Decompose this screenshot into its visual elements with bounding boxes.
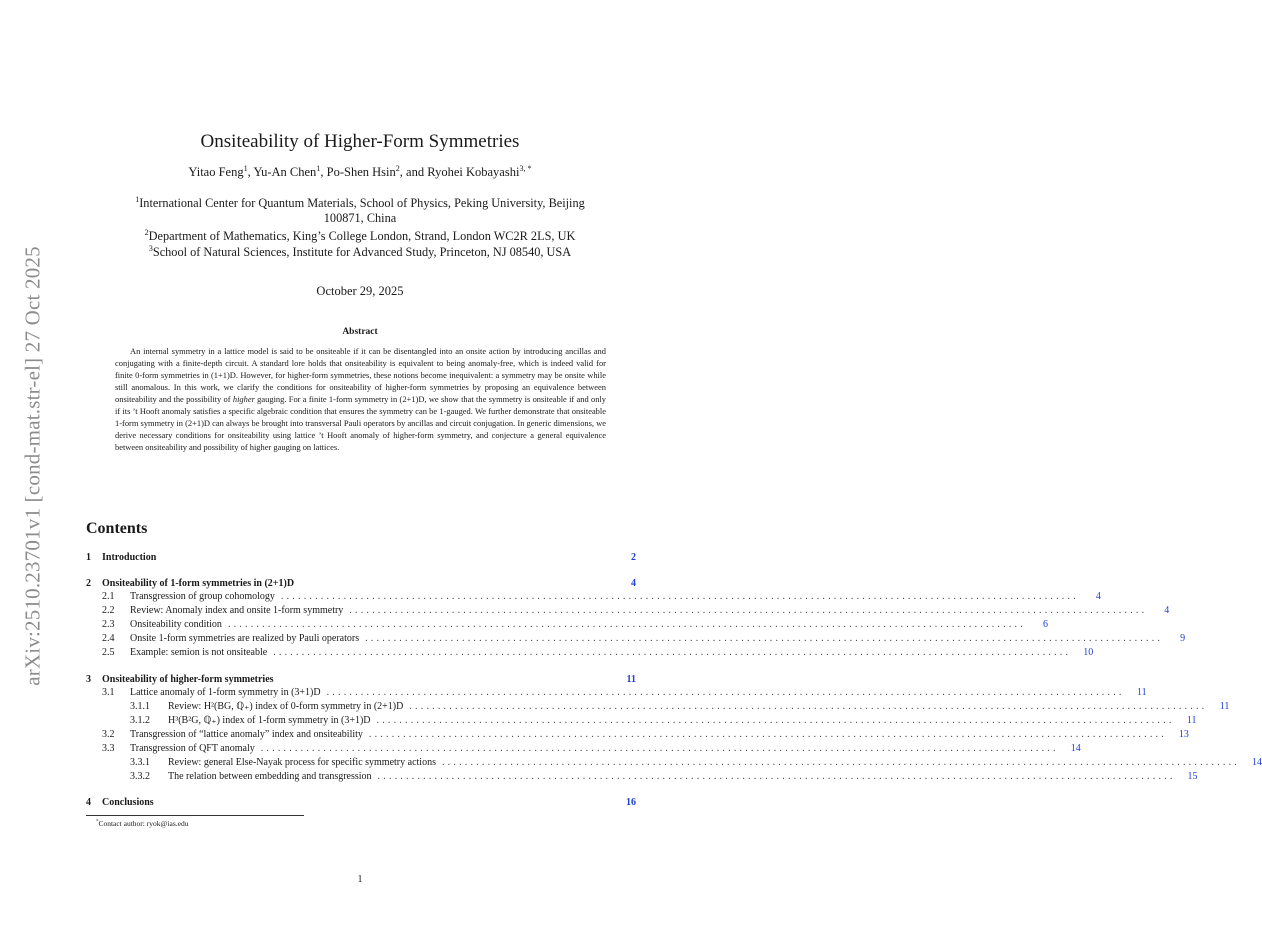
toc-entry[interactable] (86, 605, 1170, 618)
toc-entry-number: 2.3 (102, 619, 115, 630)
toc-entry[interactable] (86, 674, 636, 687)
page-number: 1 (357, 874, 363, 885)
toc-entry-number: 2.4 (102, 633, 115, 644)
author: Po-Shen Hsin (326, 165, 396, 179)
toc-entry[interactable] (86, 578, 636, 591)
toc-entry-number: 3.1.2 (130, 715, 150, 726)
author-affiliation-mark: 3, * (519, 163, 532, 173)
toc-page-link[interactable]: 16 (626, 797, 636, 808)
toc-entry-number: 2 (86, 578, 91, 589)
affiliation-1-cont: 100871, China (323, 211, 397, 225)
toc-page-link[interactable]: 2 (631, 552, 636, 563)
toc-page-link[interactable]: 15 (1187, 771, 1198, 782)
author: Ryohei Kobayashi (427, 165, 520, 179)
affiliation-2: $^2$Department of Mathematics, King’s College London, Strand, London WC2R 2LS, UK (144, 227, 576, 243)
toc-leader-dots: ............................................................................................................................................ (377, 771, 1176, 782)
toc-page-link[interactable]: 4 (1164, 605, 1170, 616)
toc-entry-title: Review: H²(BG, ℚ₊) index of 0-form symmetry in (2+1)D (168, 701, 404, 712)
toc-entry[interactable] (86, 619, 1048, 632)
toc-page-link[interactable]: 10 (1083, 647, 1094, 658)
toc-leader-dots: ............................................................................................................................................ (376, 715, 1175, 726)
toc-entry-title: Introduction (102, 552, 157, 563)
affiliation-1: $^1$International Center for Quantum Materials, School of Physics, Peking University, Beijing (135, 194, 585, 210)
toc-page-link[interactable]: 4 (1095, 591, 1101, 602)
footnote: *Contact author: ryok@ias.edu (96, 819, 189, 828)
toc-entry-title: Example: semion is not onsiteable (130, 647, 268, 658)
toc-entry-number: 3.3.1 (130, 757, 150, 768)
toc-entry-title: Onsiteability of 1-form symmetries in (2+1)D (102, 578, 295, 589)
toc-leader-dots: ............................................................................................................................................ (280, 591, 1079, 602)
toc-entry[interactable] (86, 797, 636, 810)
toc-entry-title: Transgression of QFT anomaly (130, 743, 255, 754)
contents-heading: Contents (86, 520, 148, 537)
toc-page-link[interactable]: 11 (1186, 715, 1197, 726)
toc-page-link[interactable]: 4 (631, 578, 636, 589)
toc-leader-dots: ............................................................................................................................................ (260, 743, 1059, 754)
toc-entry-number: 2.5 (102, 647, 115, 658)
toc-page-link[interactable]: 11 (626, 674, 636, 685)
author-affiliation-mark: 2 (395, 163, 400, 173)
paper-date: October 29, 2025 (316, 284, 404, 298)
toc-entry-title: Transgression of group cohomology (130, 591, 275, 602)
toc-entry-title: H³(B²G, ℚ₊) index of 1-form symmetry in (3+1)D (168, 715, 371, 726)
abstract-body: An internal symmetry in a lattice model is said to be onsiteable if it can be disentangled into an onsite action by introducing ancillas and conjugating with a finite-depth circuit. A standard lore holds that onsiteability is equivalent to being anomaly-free, which is indeed valid for finite 0-form symmetries in (1+1)D. However, for higher-form symmetries, these notions become inequivalent: a symmetry may be onsite while still anomalous. In this work, we clarify the conditions for onsiteability of higher-form symmetries by proposing an equivalence between onsiteability and the possibility of higher gauging. For a finite 1-form symmetry in (2+1)D, we show that the symmetry is onsiteable if and only if its ’t Hooft anomaly satisfies a specific algebraic condition that ensures the symmetry can be 1-gauged. We further demonstrate that onsiteable 1-form symmetry in (2+1)D can always be brought into transversal Pauli operators by ancillas and circuit conjugation. In generic dimensions, we derive necessary conditions for onsiteability using lattice ’t Hooft anomaly of higher-form symmetry, and conjecture a general equivalence between onsiteability and possibility of higher gauging on lattices. (115, 346, 606, 452)
toc-entry[interactable] (86, 771, 1198, 784)
toc-leader-dots: ............................................................................................................................................ (368, 729, 1167, 740)
toc-leader-dots: ............................................................................................................................................ (227, 619, 1026, 630)
toc-entry[interactable] (86, 757, 1262, 770)
author-affiliation-mark: 1 (243, 163, 248, 173)
toc-entry[interactable] (86, 591, 1101, 604)
affiliation-3: $^3$School of Natural Sciences, Institute for Advanced Study, Princeton, NJ 08540, USA (148, 243, 572, 259)
toc-entry-title: Onsiteability condition (130, 619, 222, 630)
paper-title: Onsiteability of Higher-Form Symmetries (200, 131, 520, 152)
toc-entry[interactable] (86, 715, 1197, 728)
toc-page-link[interactable]: 13 (1178, 729, 1189, 740)
toc-entry-title: Transgression of “lattice anomaly” index and onsiteability (130, 729, 363, 740)
toc-entry-number: 1 (86, 552, 91, 563)
toc-entry[interactable] (86, 701, 1230, 714)
author: Yu-An Chen (253, 165, 317, 179)
toc-entry-title: The relation between embedding and transgression (168, 771, 372, 782)
toc-entry-title: Review: general Else-Nayak process for specific symmetry actions (168, 757, 436, 768)
toc-page-link[interactable]: 9 (1180, 633, 1186, 644)
toc-entry-title: Conclusions (102, 797, 154, 808)
toc-leader-dots: ............................................................................................................................................ (326, 687, 1125, 698)
toc-entry-number: 3 (86, 674, 91, 685)
toc-entry-number: 3.2 (102, 729, 115, 740)
toc-page-link[interactable]: 11 (1219, 701, 1230, 712)
toc-entry-number: 4 (86, 797, 91, 808)
toc-leader-dots: ............................................................................................................................................ (273, 647, 1072, 658)
toc-entry[interactable] (86, 743, 1081, 756)
toc-leader-dots: ............................................................................................................................................ (365, 633, 1164, 644)
toc-entry-number: 2.2 (102, 605, 115, 616)
toc-page-link[interactable]: 6 (1042, 619, 1048, 630)
toc-entry-title: Onsite 1-form symmetries are realized by Pauli operators (130, 633, 360, 644)
toc-entry-number: 2.1 (102, 591, 115, 602)
toc-leader-dots: ............................................................................................................................................ (409, 701, 1208, 712)
toc-leader-dots: ............................................................................................................................................ (349, 605, 1148, 616)
toc-page-link[interactable]: 14 (1070, 743, 1081, 754)
arxiv-stamp-text: arXiv:2510.23701v1 [cond-mat.str-el] 27 Oct 2025 (20, 246, 45, 686)
toc-entry-title: Review: Anomaly index and onsite 1-form symmetry (130, 605, 344, 616)
footnote-rule (86, 815, 304, 816)
toc-entry-number: 3.1.1 (130, 701, 150, 712)
toc-entry[interactable] (86, 633, 1186, 646)
toc-entry-title: Lattice anomaly of 1-form symmetry in (3+1)D (130, 687, 321, 698)
author-list: Yitao Feng$^1$, Yu-An Chen$^1$, Po-Shen Hsin$^2$, and Ryohei Kobayashi$^{3, *}$ (188, 163, 532, 179)
abstract-heading: Abstract (342, 327, 378, 337)
toc-page-link[interactable]: 14 (1251, 757, 1262, 768)
toc-entry-number: 3.1 (102, 687, 115, 698)
toc-entry[interactable] (86, 552, 636, 565)
toc-entry-number: 3.3 (102, 743, 115, 754)
author: Yitao Feng (188, 165, 244, 179)
toc-entry[interactable] (86, 687, 1147, 700)
toc-entry-number: 3.3.2 (130, 771, 150, 782)
toc-entry[interactable] (86, 647, 1094, 660)
toc-entry-title: Onsiteability of higher-form symmetries (102, 674, 274, 685)
toc-entry[interactable] (86, 729, 1189, 742)
author-affiliation-mark: 1 (316, 163, 321, 173)
toc-page-link[interactable]: 11 (1136, 687, 1147, 698)
toc-leader-dots: ............................................................................................................................................ (441, 757, 1240, 768)
